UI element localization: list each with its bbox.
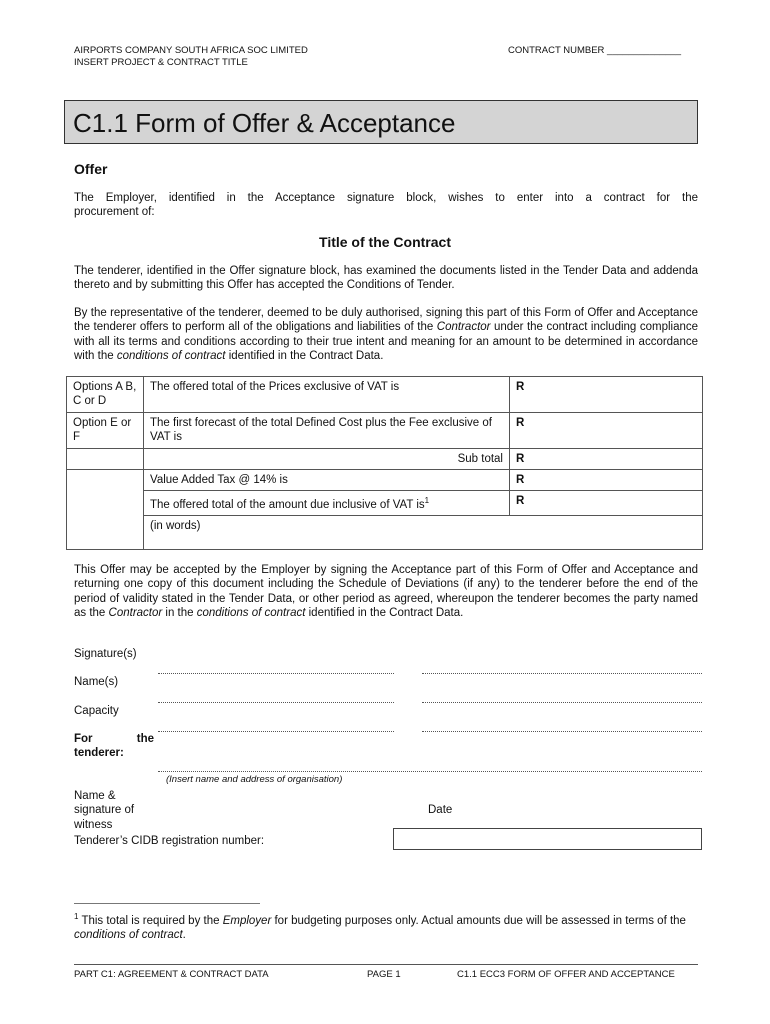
organisation-line[interactable]	[158, 771, 702, 772]
cidb-label: Tenderer’s CIDB registration number:	[74, 835, 265, 847]
signature-line-1[interactable]	[158, 673, 394, 674]
name-line-2[interactable]	[422, 702, 702, 703]
header-contract-number: CONTRACT NUMBER ______________	[508, 45, 682, 56]
footer-page: PAGE 1	[367, 969, 401, 980]
footnote-mark: 1	[74, 912, 79, 921]
footnote-divider	[74, 903, 260, 904]
prices-table	[66, 376, 703, 550]
paragraph-representative	[74, 306, 698, 363]
footnote-text-c: for budgeting purposes only. Actual amounts due will be assessed in terms of the	[271, 914, 686, 927]
p3-text-e: identified in the Contract Data.	[305, 606, 464, 619]
for-tenderer-label: For the tenderer:	[74, 733, 154, 760]
footnote-employer: Employer	[222, 914, 272, 927]
signature-line-2[interactable]	[422, 673, 702, 674]
capacity-label: Capacity	[74, 705, 119, 717]
vat-label: Value Added Tax @ 14% is	[144, 470, 510, 491]
footnote-conditions: conditions of contract	[74, 929, 183, 942]
witness-label: Name & signature of witness	[74, 790, 135, 831]
total-label	[144, 491, 510, 516]
table-row	[67, 449, 703, 470]
p3-text-c: in the	[162, 606, 197, 619]
option-cell: Options A B, C or D	[67, 377, 144, 413]
table-row	[67, 515, 703, 549]
name-line-1[interactable]	[158, 702, 394, 703]
empty-cell	[67, 470, 144, 550]
paragraph-acceptance	[74, 563, 698, 620]
capacity-line-2[interactable]	[422, 731, 702, 732]
p3-text-a: This Offer may be accepted by the Employer by signing the Acceptance part of this Form of Offer and Acceptance and returning one copy of this document including the Schedule of Deviations (if any) to the tenderer before the end of the period of validity stated in the Tender Data, or other period as agreed, whereupon the tenderer becomes the party named as the	[74, 564, 698, 619]
names-label: Name(s)	[74, 676, 119, 688]
footer-divider	[74, 964, 698, 965]
header-company: AIRPORTS COMPANY SOUTH AFRICA SOC LIMITED	[74, 45, 308, 56]
amount-cell[interactable]: R	[510, 377, 703, 413]
table-row	[67, 377, 703, 413]
table-row	[67, 470, 703, 491]
p2-contractor: Contractor	[436, 321, 491, 334]
option-cell: Option E or F	[67, 413, 144, 449]
p3-contractor: Contractor	[108, 606, 163, 619]
in-words-cell[interactable]: (in words)	[144, 515, 703, 549]
table-row	[67, 413, 703, 449]
vat-cell[interactable]: R	[510, 470, 703, 491]
intro-line-1: The Employer, identified in the Acceptance signature block, wishes to enter into a contract for the	[74, 192, 698, 204]
footnote-text-e: .	[182, 929, 186, 942]
description-cell: The first forecast of the total Defined Cost plus the Fee exclusive of VAT is	[144, 413, 510, 449]
offer-heading: Offer	[74, 161, 108, 177]
contract-title: Title of the Contract	[319, 234, 451, 250]
date-label: Date	[428, 804, 453, 816]
p2-text-c: under the contract including compliance with all its terms and conditions according to their true intent and meaning for an amount to be determined in accordance with the	[74, 321, 699, 362]
intro-line-2: procurement of:	[74, 206, 155, 218]
page-title: C1.1 Form of Offer & Acceptance	[73, 108, 456, 138]
page-title-box	[64, 100, 698, 144]
footnote-ref: 1	[424, 496, 430, 505]
empty-cell	[67, 449, 144, 470]
p2-text-e: identified in the Contract Data.	[225, 349, 384, 362]
footer-left: PART C1: AGREEMENT & CONTRACT DATA	[74, 969, 269, 980]
total-cell[interactable]: R	[510, 491, 703, 516]
amount-cell[interactable]: R	[510, 413, 703, 449]
subtotal-cell[interactable]: R	[510, 449, 703, 470]
p2-conditions: conditions of contract	[116, 349, 226, 362]
p2-text-a: By the representative of the tenderer, deemed to be duly authorised, signing this part of this Form of Offer and Acceptance the tenderer offers to perform all of the obligations and liabilities of the	[74, 307, 698, 334]
footnote	[74, 910, 698, 942]
footer-right: C1.1 ECC3 FORM OF OFFER AND ACCEPTANCE	[457, 969, 675, 980]
p3-conditions: conditions of contract	[196, 606, 306, 619]
insert-organisation-hint: (Insert name and address of organisation)	[166, 774, 343, 785]
total-label-text: The offered total of the amount due inclusive of VAT is	[150, 498, 425, 511]
subtotal-label: Sub total	[144, 449, 510, 470]
footnote-text-a: This total is required by the	[78, 914, 223, 927]
description-cell: The offered total of the Prices exclusive of VAT is	[144, 377, 510, 413]
cidb-input[interactable]	[393, 828, 702, 850]
paragraph-examined: The tenderer, identified in the Offer signature block, has examined the documents listed in the Tender Data and addenda thereto and by submitting this Offer has accepted the Conditions of Tender.	[74, 265, 698, 292]
capacity-line-1[interactable]	[158, 731, 394, 732]
header-project: INSERT PROJECT & CONTRACT TITLE	[74, 57, 248, 68]
table-row	[67, 491, 703, 516]
signatures-label: Signature(s)	[74, 648, 137, 660]
